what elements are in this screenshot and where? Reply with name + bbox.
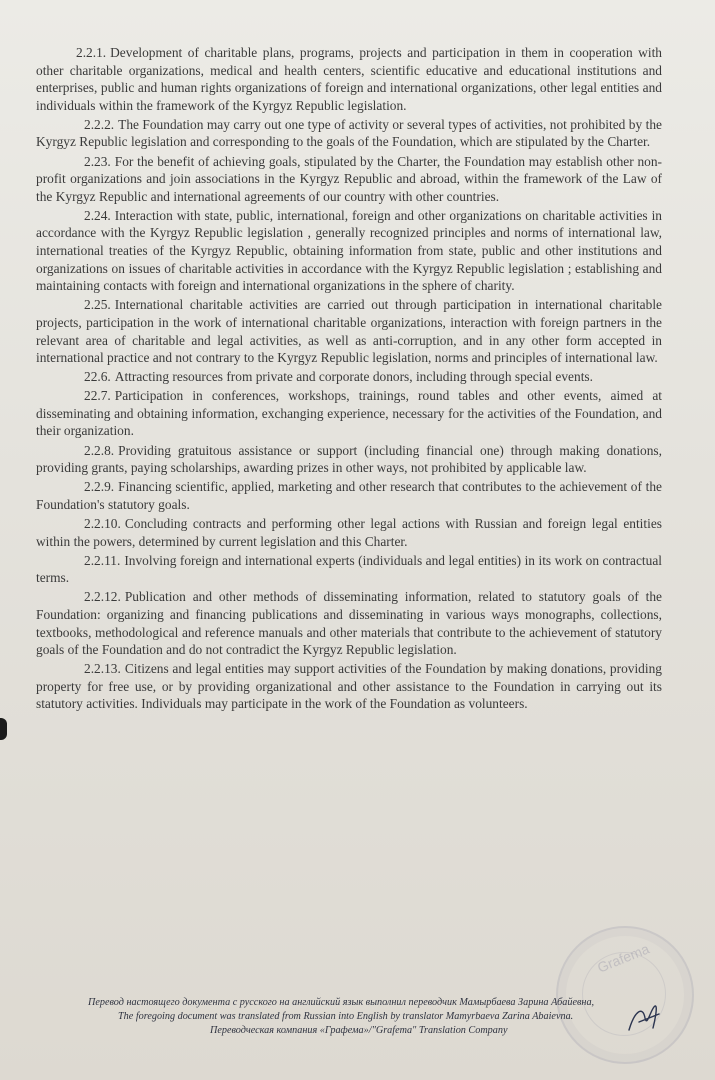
clause-text: Development of charitable plans, programs, projects and participation in them in cooperation with other charitable organizations, medical and health centers, scientific educative and educational institutions and enterprises, public and human rights organizations of foreign and international organizations, other legal entities and individuals within the framework of the Kyrgyz Republic legislation. <box>36 45 662 113</box>
clause-paragraph <box>36 296 662 366</box>
binder-mark <box>0 718 7 740</box>
clause-number: 2.2.12. <box>84 589 121 605</box>
clause-text: For the benefit of achieving goals, stipulated by the Charter, the Foundation may establish other non-profit organizations and join associations in the Kyrgyz Republic and abroad, within the framework of the Law of the Kyrgyz Republic and international agreements of our country with other countries. <box>36 153 662 204</box>
clause-text: Attracting resources from private and corporate donors, including through special events. <box>114 369 593 385</box>
clause-paragraph <box>36 153 662 206</box>
clause-number: 22.6. <box>84 369 111 385</box>
clause-number: 22.7. <box>84 388 111 404</box>
clause-paragraph <box>36 588 662 658</box>
clause-number: 2.23. <box>84 153 111 169</box>
clause-paragraph <box>36 207 662 295</box>
clause-paragraph <box>36 660 662 713</box>
clause-text: Participation in conferences, workshops, trainings, round tables and other events, aimed at disseminating and obtaining information, exchanging experience, necessary for the activities of the Foundation, and their organization. <box>36 388 662 439</box>
clause-text: Involving foreign and international experts (individuals and legal entities) in its work on contractual terms. <box>36 552 662 586</box>
clause-text: Providing gratuitous assistance or support (including financial one) through making donations, providing grants, paying scholarships, awarding prizes in other ways, not prohibited by applicable law. <box>36 442 662 476</box>
translator-certification <box>70 996 670 1038</box>
clause-text: Interaction with state, public, international, foreign and other organizations on charitable activities in accordance with the Kyrgyz Republic legislation , generally recognized principles and norms of international law, international treaties of the Kyrgyz Republic, obtaining information from state, public and other institutions and organizations on issues of charitable activities in accordance with the Kyrgyz Republic legislation ; establishing and maintaining contacts with foreign and international organizations in the sphere of charity. <box>36 207 662 294</box>
clause-paragraph <box>36 515 662 550</box>
clause-text: International charitable activities are carried out through participation in international charitable projects, participation in the work of international charitable organizations, interaction with foreign partners in the relevant area of charitable and legal activities, as well as anti-corruption, and in any other form accepted in international practice and not contrary to the Kyrgyz Republic legislation, norms and principles of international law. <box>36 297 662 366</box>
clause-paragraph <box>36 368 662 386</box>
clause-number: 2.2.2. <box>84 116 115 132</box>
clause-paragraph <box>36 552 662 587</box>
clause-text: The Foundation may carry out one type of activity or several types of activities, not prohibited by the Kyrgyz Republic legislation and corresponding to the goals of the Foundation, which are stipulated by the Charter. <box>36 116 662 150</box>
clause-text: Financing scientific, applied, marketing and other research that contributes to the achievement of the Foundation's statutory goals. <box>36 479 662 512</box>
clause-paragraph <box>36 442 662 477</box>
clause-paragraph <box>36 116 662 151</box>
footer-line-company: Переводческая компания «Графема»/"Grafema" Translation Company <box>210 1025 508 1036</box>
clause-number: 2.2.1. <box>76 45 107 60</box>
clause-text: Publication and other methods of disseminating information, related to statutory goals of the Foundation: organizing and financing publications and disseminating in various ways monographs, collections, textbooks, methodological and reference manuals and other materials that contribute to the achievement of statutory goals of the Foundation and do not contradict the Kyrgyz Republic legislation. <box>36 589 662 658</box>
clause-text: Concluding contracts and performing other legal actions with Russian and foreign legal entities within the powers, determined by current legislation and this Charter. <box>36 515 662 549</box>
clause-paragraph <box>36 478 662 513</box>
company-stamp <box>556 926 694 1064</box>
clause-number: 2.24. <box>84 207 111 223</box>
clause-text: Citizens and legal entities may support activities of the Foundation by making donations, providing property for free use, or by providing organizational and other assistance to the Foundation in carrying out its statutory activities. Individuals may participate in the work of the Foundation as volunteers. <box>36 661 662 712</box>
clause-number: 2.2.8. <box>84 442 115 458</box>
clause-number: 2.2.9. <box>84 479 115 495</box>
stamp-text: Grafema <box>594 940 652 976</box>
clause-number: 2.2.10. <box>84 515 121 531</box>
footer-line-en: The foregoing document was translated from Russian into English by translator Mamyrbaeva Zarina Abaievna. <box>118 1011 574 1022</box>
clause-number: 2.2.13. <box>84 661 121 677</box>
document-body <box>36 44 662 714</box>
clause-number: 2.25. <box>84 297 111 313</box>
clause-paragraph <box>36 44 662 114</box>
footer-line-ru: Перевод настоящего документа с русского на английский язык выполнил переводчик Мамырбаева Зарина Абайевна, <box>88 997 595 1008</box>
clause-paragraph <box>36 387 662 440</box>
clause-number: 2.2.11. <box>84 552 121 568</box>
